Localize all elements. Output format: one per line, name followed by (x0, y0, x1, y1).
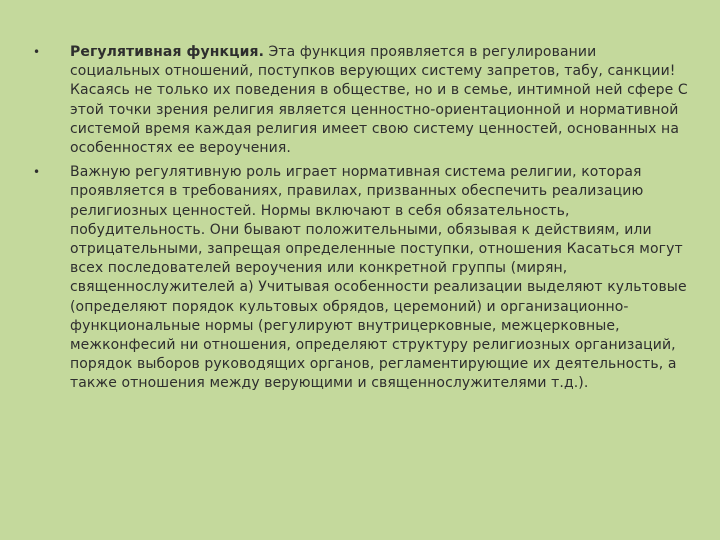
bullet-icon: • (33, 45, 41, 59)
bullet-icon: • (33, 165, 41, 180)
bullet-heading: Регулятивная функция. (70, 44, 264, 60)
bullet-list (33, 43, 690, 394)
bullet-item-normative-system (33, 163, 690, 393)
bullet-body: Важную регулятивную роль играет нормативная система религии, которая проявляется в требованиях, правилах, призванных обеспечить реализацию религиозных ценностей. Нормы включают в себя обязательность, побудительность. Они бывают положительными, обязывая к действиям, или отрицательными, запрещая определенные поступки, отношения Касаться могут всех последователей вероучения или конкретной группы (мирян, священнослужителей а) Учитывая особенности реализации выделяют культовые (определяют порядок культовых обрядов, церемоний) и организационно-функциональные нормы (регулируют внутрицерковные, межцерковные, межконфесий ни отношения, определяют структуру религиозных организаций, порядок выборов руководящих органов, регламентирующие их деятельность, а также отношения между верующими и священнослужителями т.д.). (70, 164, 687, 392)
bullet-item-regulatory-function (33, 43, 690, 158)
bullet-text (70, 163, 690, 393)
bullet-text (70, 43, 690, 158)
bullet-body: Эта функция проявляется в регулировании социальных отношений, поступков верующих систему запретов, табу, санкции! Касаясь не только их поведения в обществе, но и в семье, интимной ней сфере С этой точки зрения религия является ценностно-ориентационной и нормативной системой время каждая религия имеет свою систему ценностей, основанных на особенностях ее вероучения. (70, 44, 688, 157)
